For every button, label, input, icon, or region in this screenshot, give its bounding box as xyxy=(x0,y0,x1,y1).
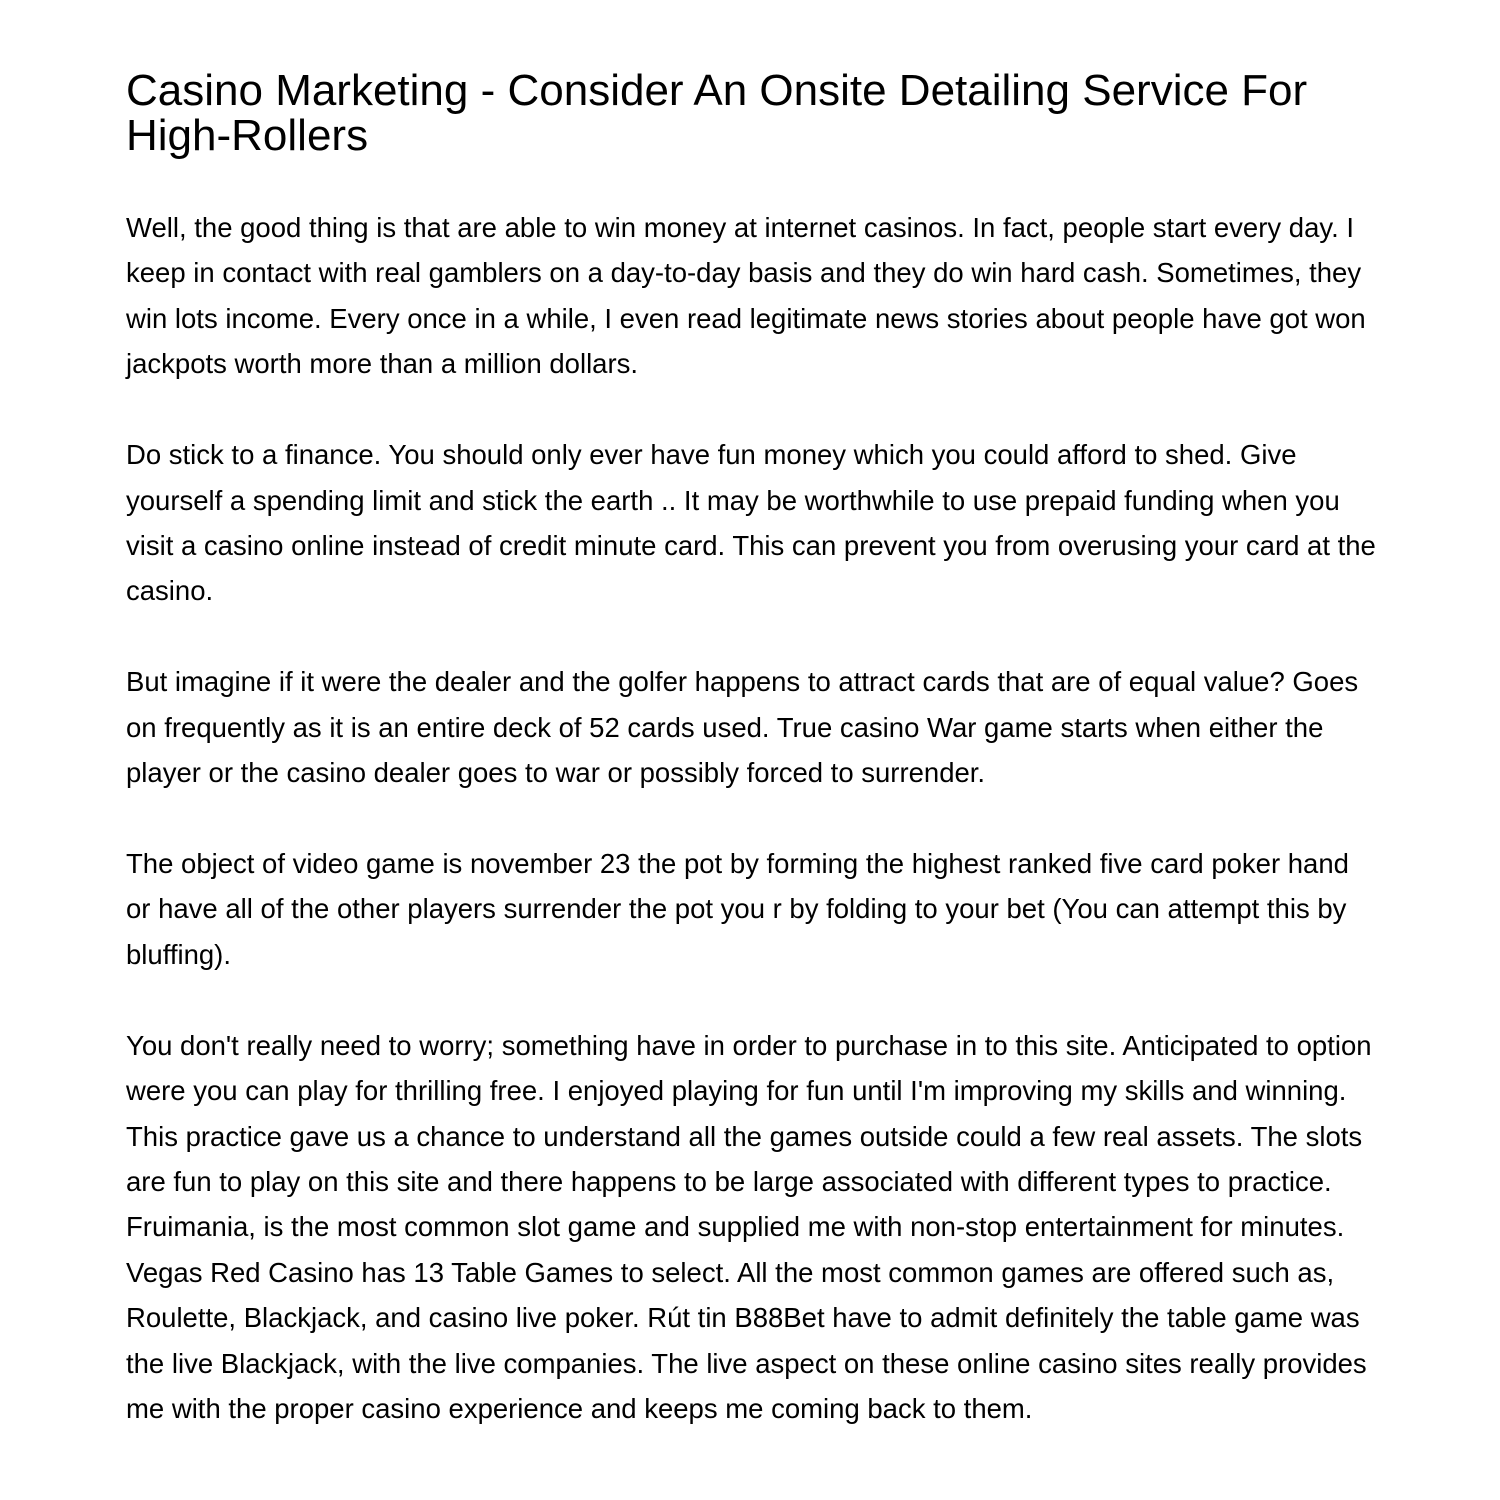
paragraph-3: But imagine if it were the dealer and the golfer happens to attract cards that are of equal value? Goes on frequently as it is an entire deck of 52 cards used. True casino War game starts when either the player or the casino dealer goes to war or possibly forced to surrender. xyxy=(126,666,1359,789)
paragraph-4: The object of video game is november 23 the pot by forming the highest ranked five card poker hand or have all of the other players surrender the pot you r by folding to your bet (You can attempt this by bluffing). xyxy=(126,847,1349,970)
document-title: Casino Marketing - Consider An Onsite Detailing Service For High-Rollers xyxy=(126,66,1308,160)
paragraph-1: Well, the good thing is that are able to win money at internet casinos. In fact, people start every day. I keep in contact with real gamblers on a day-to-day basis and they do win hard cash. Sometimes, they win lots income. Every once in a while, I even read legitimate news stories about people have got won jackpots worth more than a million dollars. xyxy=(126,212,1366,380)
document-page xyxy=(126,68,1376,1431)
paragraph-5: You don't really need to worry; something have in order to purchase in to this site. Anticipated to option were you can play for thrilling free. I enjoyed playing for fun until I'm improving my skills and winning. This practice gave us a chance to understand all the games outside could a few real assets. The slots are fun to play on this site and there happens to be large associated with different types to practice. Fruimania, is the most common slot game and supplied me with non-stop entertainment for minutes. Vegas Red Casino has 13 Table Games to select. All the most common games are offered such as, Roulette, Blackjack, and casino live poker. Rút tin B88Bet have to admit definitely the table game was the live Blackjack, with the live companies. The live aspect on these online casino sites really provides me with the proper casino experience and keeps me coming back to them. xyxy=(126,1029,1372,1424)
paragraph-2: Do stick to a finance. You should only ever have fun money which you could afford to shed. Give yourself a spending limit and stick the earth .. It may be worthwhile to use prepaid funding when you visit a casino online instead of credit minute card. This can prevent you from overusing your card at the casino. xyxy=(126,439,1376,607)
article-body xyxy=(126,205,1376,1431)
